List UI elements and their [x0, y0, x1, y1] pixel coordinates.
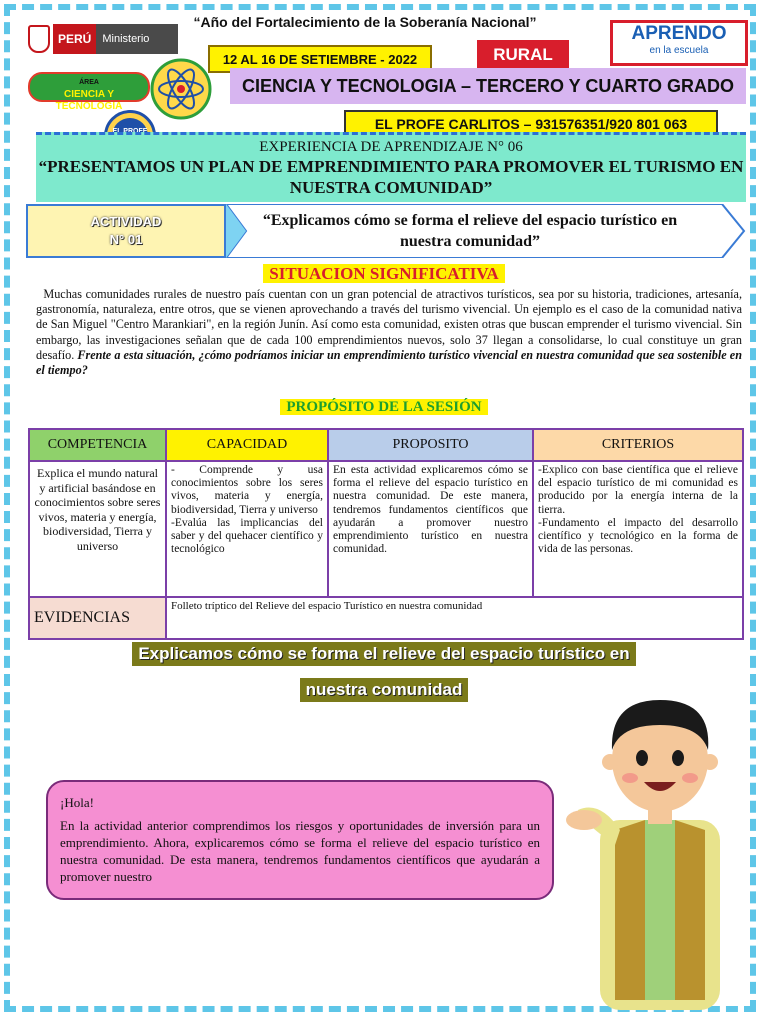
- header-proposito: PROPOSITO: [328, 429, 533, 461]
- bubble-text: En la actividad anterior comprendimos los riesgos y oportunidades de inversión para un emprendimiento. Ahora, explicaremos cómo se forma el relieve del espacio turístico en nuestra comunidad. De esta manera, tendremos fundamentos científicos que ayudarán a promover nuestro: [60, 818, 540, 884]
- situation-heading-text: SITUACION SIGNIFICATIVA: [263, 264, 504, 283]
- situation-paragraph: [36, 287, 742, 378]
- activity-label-line2: N° 01: [109, 232, 143, 247]
- section-title-text2: nuestra comunidad: [300, 678, 469, 702]
- activity-title: “Explicamos cómo se forma el relieve del espacio turístico en nuestra comunidad”: [262, 212, 678, 250]
- aprendo-title: APRENDO: [631, 23, 727, 44]
- situation-question: Frente a esta situación, ¿cómo podríamos iniciar un emprendimiento turístico vivencial en nuestra comunidad que sea sostenible en el tiempo?: [36, 347, 742, 378]
- situation-heading: [0, 264, 768, 284]
- area-small-label: ÁREA: [79, 79, 99, 86]
- header-capacidad: CAPACIDAD: [166, 429, 328, 461]
- activity-label-line1: ACTIVIDAD: [90, 214, 162, 229]
- header-criterios: CRITERIOS: [533, 429, 743, 461]
- purpose-table: [28, 428, 744, 640]
- evidence-row: [29, 597, 743, 639]
- purpose-heading-text: PROPÓSITO DE LA SESIÓN: [280, 399, 487, 415]
- experience-banner: [36, 132, 746, 202]
- cell-criterios: -Explico con base científica que el relieve del espacio turístico de mi comunidad es producido por la energía interna de la tierra. -Fundamento el impacto del desarrollo científico y tecnológico en la forma de vida de las personas.: [533, 461, 743, 597]
- bubble-greeting: ¡Hola!: [60, 795, 94, 810]
- section-title-text1: Explicamos cómo se forma el relieve del espacio turístico en: [132, 642, 635, 666]
- experience-number: EXPERIENCIA DE APRENDIZAJE N° 06: [259, 139, 523, 155]
- peru-label: PERÚ: [53, 24, 96, 54]
- ministerio-label: Ministerio: [96, 24, 178, 54]
- aprendo-logo: [610, 20, 748, 66]
- table-row: [29, 461, 743, 597]
- situation-body: Muchas comunidades rurales de nuestro país cuentan con un gran potencial de atractivos turísticos, sea por su historia, tradiciones, artesanía, gastronomía, naturaleza, entre otros, que se vienen aprovechando a través del turismo vivencial. Un ejemplo es el caso de la comunidad nativa de San Miguel "Centro Marankiari", en la región Junín. Así como esta comunidad, existen otras que buscan emprender el turismo vivencial. Sin embargo, las investigaciones señalan que de cada 100 emprendimientos nuevos, solo 37 llegan a consolidarse, lo cual constituye un gran desafío.: [36, 287, 743, 362]
- teacher-contact: EL PROFE CARLITOS – 931576351/920 801 063: [344, 110, 718, 138]
- student-character-illustration: [560, 670, 750, 1010]
- purpose-heading: [0, 398, 768, 416]
- atom-icon: [150, 58, 212, 120]
- peru-shield-icon: [28, 25, 50, 53]
- cell-capacidad: - Comprende y usa conocimientos sobre los seres vivos, materia y energía, biodiversidad, Tierra y universo -Evalúa las implicancias del saber y del quehacer científico y tecnológico: [166, 461, 328, 597]
- table-header-row: [29, 429, 743, 461]
- aprendo-subtitle: en la escuela: [649, 45, 709, 56]
- subject-banner: CIENCIA Y TECNOLOGIA – TERCERO Y CUARTO GRADO: [230, 68, 746, 104]
- cell-proposito: En esta actividad explicaremos cómo se forma el relieve del espacio turístico en nuestra comunidad. De este manera, tendremos fundamentos científicos que ayudarán a promover nuestro emprendimiento turístico en nuestra comunidad.: [328, 461, 533, 597]
- speech-bubble: [46, 780, 554, 900]
- evidence-label: EVIDENCIAS: [29, 597, 166, 639]
- ministry-logo: [28, 22, 178, 56]
- section-title-line1: [0, 642, 768, 666]
- area-badge: [28, 72, 150, 112]
- year-motto: “Año del Fortalecimiento de la Soberanía Nacional”: [193, 14, 537, 30]
- rural-badge: RURAL: [477, 40, 569, 70]
- cell-competencia: Explica el mundo natural y artificial basándose en conocimientos sobre seres vivos, materia y energía, biodiversidad, Tierra y universo: [29, 461, 166, 597]
- evidence-text: Folleto tríptico del Relieve del espacio Turístico en nuestra comunidad: [166, 597, 743, 639]
- experience-title: “PRESENTAMOS UN PLAN DE EMPRENDIMIENTO PARA PROMOVER EL TURISMO EN NUESTRA COMUNIDAD”: [38, 157, 744, 197]
- area-label: CIENCIA Y TECNOLOGIA: [55, 89, 123, 112]
- header-competencia: COMPETENCIA: [29, 429, 166, 461]
- activity-label-box: [26, 204, 226, 258]
- date-range: 12 AL 16 DE SETIEMBRE - 2022: [208, 45, 432, 73]
